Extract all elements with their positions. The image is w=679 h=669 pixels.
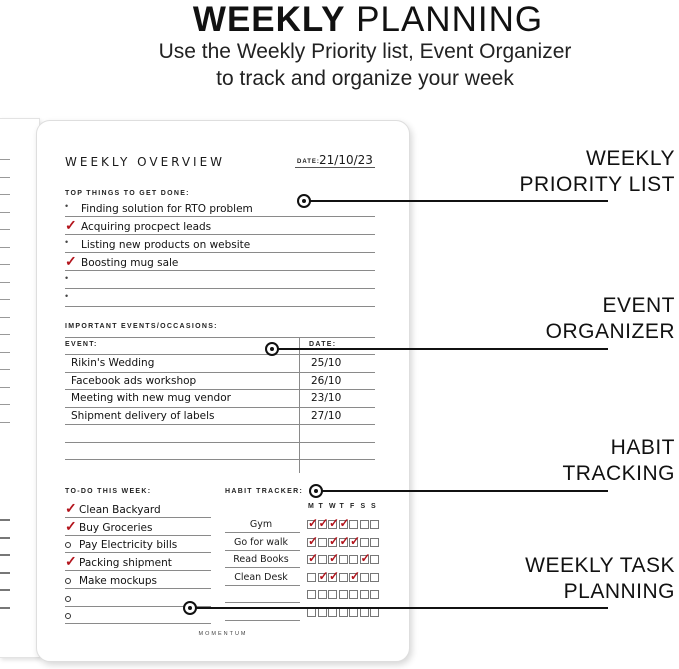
check-mark-icon: ✓ xyxy=(308,551,319,565)
events-divider xyxy=(299,337,300,473)
habit-checkbox[interactable] xyxy=(328,590,337,599)
todo-row-line xyxy=(65,570,211,571)
todo-row-line xyxy=(65,517,211,518)
subtitle-line-2: to track and organize your week xyxy=(216,67,514,90)
event-name: Meeting with new mug vendor xyxy=(71,392,231,404)
todo-item: Clean Backyard xyxy=(79,504,161,516)
priority-item: Listing new products on website xyxy=(81,239,251,251)
todo-label: TO-DO THIS WEEK: xyxy=(65,488,152,495)
event-row-line xyxy=(65,389,375,390)
callout-tasks-line2: PLANNING xyxy=(563,580,675,603)
left-page-line xyxy=(0,264,10,265)
habit-checkbox[interactable] xyxy=(370,590,379,599)
events-top-line xyxy=(65,337,375,338)
left-page-checkbox xyxy=(0,554,10,556)
left-page-line xyxy=(0,212,10,213)
events-col-date: DATE: xyxy=(309,341,337,348)
left-page-line xyxy=(0,387,10,388)
habit-checkbox[interactable] xyxy=(318,590,327,599)
habit-checkbox[interactable] xyxy=(318,538,327,547)
callout-events-line2: ORGANIZER xyxy=(545,320,675,343)
date-underline xyxy=(295,167,375,168)
check-mark-icon: ✓ xyxy=(329,516,340,530)
bullet-icon: • xyxy=(65,273,69,283)
callout-line-priority xyxy=(304,200,608,202)
callout-dot-tasks xyxy=(183,601,197,615)
event-row-line xyxy=(65,354,375,355)
event-name: Facebook ads workshop xyxy=(71,374,197,387)
todo-item: Packing shipment xyxy=(79,557,172,570)
callout-tasks xyxy=(525,553,675,605)
habit-checkbox[interactable] xyxy=(318,555,327,564)
left-page-line xyxy=(0,317,10,318)
circle-bullet-icon xyxy=(65,613,71,619)
check-mark-icon: ✓ xyxy=(308,533,319,548)
date-label: DATE: xyxy=(297,159,320,165)
date-value: 21/10/23 xyxy=(319,153,373,167)
check-mark-icon: ✓ xyxy=(339,533,350,548)
habit-day-label: M xyxy=(308,503,314,510)
habit-checkbox[interactable] xyxy=(349,520,358,529)
priority-item: Acquiring procpect leads xyxy=(81,221,212,233)
todo-item: Pay Electricity bills xyxy=(79,539,178,552)
habit-checkbox[interactable] xyxy=(370,555,379,564)
callout-priority xyxy=(520,146,675,198)
left-page-line xyxy=(0,247,10,248)
priority-item: Boosting mug sale xyxy=(81,257,179,269)
previous-page-edge xyxy=(0,118,40,658)
habit-day-label: W xyxy=(329,503,336,510)
events-table xyxy=(65,337,375,473)
habit-day-label: S xyxy=(371,503,376,510)
event-row-line xyxy=(65,407,375,408)
habit-checkbox[interactable] xyxy=(360,590,369,599)
habit-row-line xyxy=(225,602,300,603)
title-bold: WEEKLY xyxy=(192,0,346,39)
callout-habits-line1: HABIT xyxy=(610,436,675,459)
event-row-line xyxy=(65,424,375,425)
callout-habits-line2: TRACKING xyxy=(562,462,675,485)
left-page-checkbox xyxy=(0,537,10,539)
priority-row-line xyxy=(65,288,375,289)
check-mark-icon: ✓ xyxy=(329,533,340,548)
bullet-icon: • xyxy=(65,291,69,301)
bullet-icon: • xyxy=(65,201,69,211)
priorities-label: TOP THINGS TO GET DONE: xyxy=(65,190,190,197)
habit-checkbox[interactable] xyxy=(360,538,369,547)
event-date: 26/10 xyxy=(311,374,342,387)
check-mark-icon: ✓ xyxy=(65,517,77,534)
callout-line-events xyxy=(272,348,608,350)
left-page-line xyxy=(0,352,10,353)
left-page-line xyxy=(0,177,10,178)
callout-events-line1: EVENT xyxy=(602,294,675,317)
check-mark-icon: ✓ xyxy=(329,568,340,583)
habit-row-line xyxy=(225,532,300,533)
left-page-checkbox xyxy=(0,607,10,609)
left-page-line xyxy=(0,282,10,283)
todo-item: Buy Groceries xyxy=(79,521,153,534)
habit-row-line xyxy=(225,550,300,551)
habit-day-label: T xyxy=(339,503,344,510)
todo-row-line xyxy=(65,588,211,589)
check-mark-icon: ✓ xyxy=(318,516,329,530)
priority-row-line xyxy=(65,234,375,235)
circle-bullet-icon xyxy=(65,596,71,602)
todo-item: Make mockups xyxy=(79,574,157,587)
callout-dot-priority xyxy=(297,194,311,208)
left-page-checkbox xyxy=(0,572,10,574)
habit-row-line xyxy=(225,567,300,568)
priority-row-line xyxy=(65,216,375,217)
habit-checkbox[interactable] xyxy=(349,555,358,564)
todo-row-line xyxy=(65,552,211,553)
habit-checkbox[interactable] xyxy=(370,573,379,582)
habit-checkbox[interactable] xyxy=(307,573,316,582)
left-page-checkbox xyxy=(0,519,10,521)
habit-checkbox[interactable] xyxy=(307,590,316,599)
check-mark-icon: ✓ xyxy=(65,553,77,570)
habit-checkbox[interactable] xyxy=(360,520,369,529)
left-page-line xyxy=(0,334,10,335)
callout-events xyxy=(546,293,675,345)
left-page-line xyxy=(0,369,10,370)
habit-name: Gym xyxy=(249,519,273,530)
event-name: Shipment delivery of labels xyxy=(71,409,215,422)
event-date: 23/10 xyxy=(311,392,342,404)
left-page-line xyxy=(0,299,10,300)
left-page-checkbox xyxy=(0,589,10,591)
priority-row-line xyxy=(65,306,375,307)
habit-name: Clean Desk xyxy=(234,571,288,583)
check-mark-icon: ✓ xyxy=(350,533,361,548)
check-mark-icon: ✓ xyxy=(65,217,77,233)
events-col-event: EVENT: xyxy=(65,341,98,348)
habit-checkbox[interactable] xyxy=(349,590,358,599)
page-title xyxy=(0,0,679,40)
habit-row-line xyxy=(225,585,300,586)
bullet-icon: • xyxy=(65,237,69,247)
left-page-line xyxy=(0,422,10,423)
habit-checkbox[interactable] xyxy=(370,520,379,529)
callout-priority-line1: WEEKLY xyxy=(586,147,675,170)
callout-dot-events xyxy=(265,342,279,356)
callout-priority-line2: PRIORITY LIST xyxy=(519,173,675,196)
left-page-line xyxy=(0,159,10,160)
callout-habits xyxy=(562,435,675,487)
event-date: 25/10 xyxy=(311,357,342,369)
habit-name: Read Books xyxy=(233,554,289,565)
priority-item: Finding solution for RTO problem xyxy=(81,203,253,215)
check-mark-icon: ✓ xyxy=(350,568,361,583)
event-row-line xyxy=(65,372,375,373)
habit-checkbox[interactable] xyxy=(339,590,348,599)
habit-day-label: T xyxy=(318,503,323,510)
check-mark-icon: ✓ xyxy=(318,568,329,583)
todo-row-line xyxy=(65,535,211,536)
events-label: IMPORTANT EVENTS/OCCASIONS: xyxy=(65,323,218,330)
subtitle-line-1: Use the Weekly Priority list, Event Organizer xyxy=(158,40,572,63)
title-light: PLANNING xyxy=(356,0,544,39)
event-date: 27/10 xyxy=(311,409,342,422)
circle-bullet-icon xyxy=(65,578,71,584)
left-page-line xyxy=(0,229,10,230)
check-mark-icon: ✓ xyxy=(65,500,77,516)
habit-day-label: F xyxy=(350,503,355,510)
habit-checkbox[interactable] xyxy=(339,573,348,582)
left-page-line xyxy=(0,194,10,195)
priority-row-line xyxy=(65,252,375,253)
habit-day-label: S xyxy=(360,503,366,510)
habit-label: HABIT TRACKER: xyxy=(225,488,304,495)
habit-checkbox[interactable] xyxy=(339,555,348,564)
todo-row-line xyxy=(65,623,211,624)
habit-checkbox[interactable] xyxy=(370,538,379,547)
callout-dot-habits xyxy=(309,484,323,498)
habit-row-line xyxy=(225,620,300,621)
callout-tasks-line1: WEEKLY TASK xyxy=(525,554,675,577)
event-row-line xyxy=(65,459,375,460)
priority-row-line xyxy=(65,270,375,271)
event-name: Rikin's Wedding xyxy=(71,357,155,369)
habit-name: Go for walk xyxy=(233,536,288,548)
check-mark-icon: ✓ xyxy=(339,516,350,530)
planner-title: WEEKLY OVERVIEW xyxy=(65,155,226,169)
callout-line-habits xyxy=(316,490,608,492)
brand-footer: MOMENTUM xyxy=(198,631,248,637)
check-mark-icon: ✓ xyxy=(329,551,340,565)
check-mark-icon: ✓ xyxy=(65,253,77,269)
check-mark-icon: ✓ xyxy=(308,516,319,530)
left-page-line xyxy=(0,404,10,405)
check-mark-icon: ✓ xyxy=(360,551,371,565)
callout-line-tasks xyxy=(190,607,608,609)
event-row-line xyxy=(65,442,375,443)
habit-checkbox[interactable] xyxy=(360,573,369,582)
circle-bullet-icon xyxy=(65,542,71,548)
